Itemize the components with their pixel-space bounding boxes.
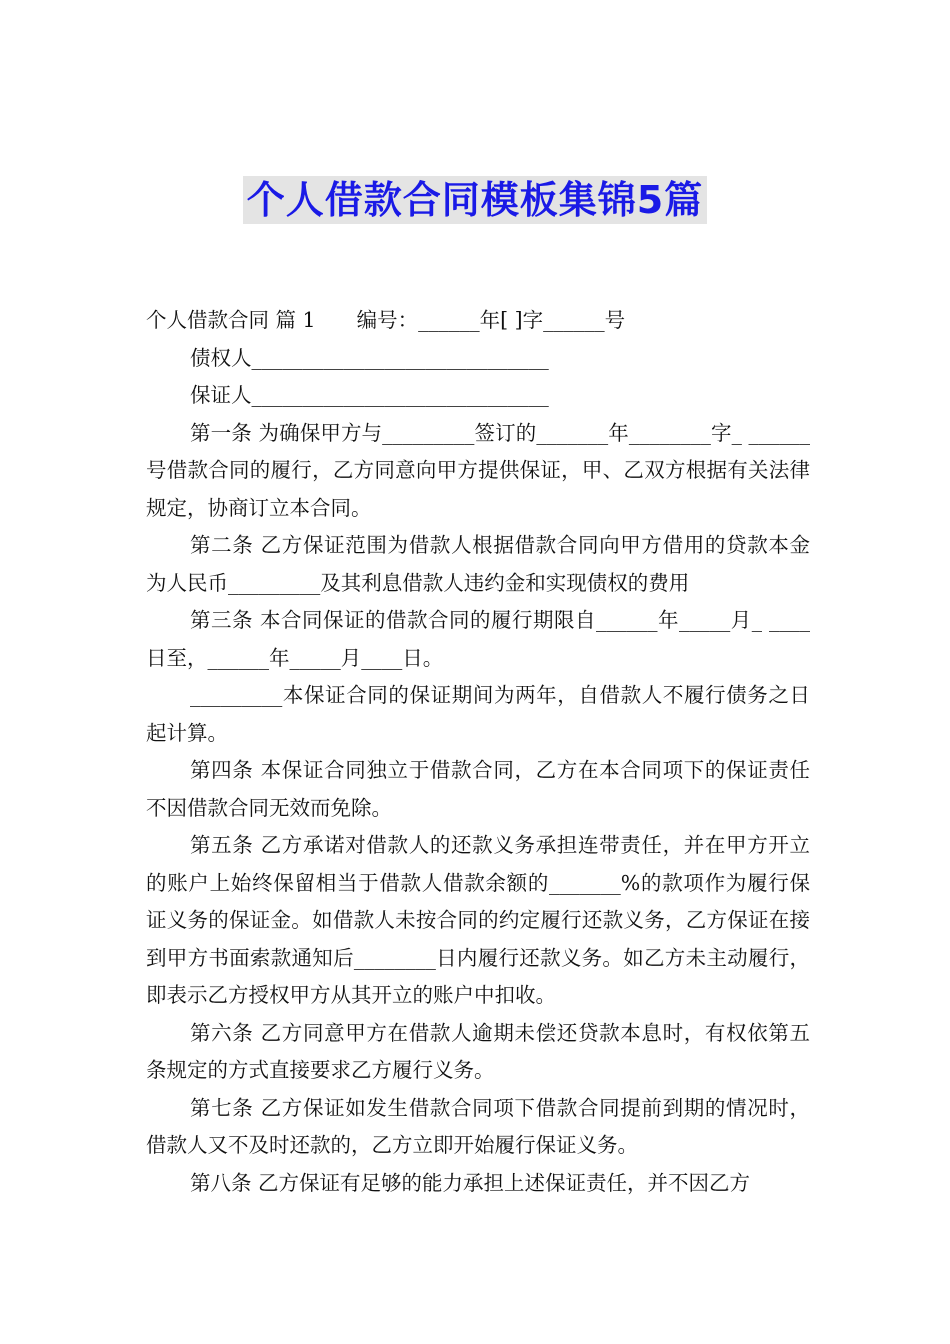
article-7: 第七条 乙方保证如发生借款合同项下借款合同提前到期的情况时，借款人又不及时还款的，乙方立即开始履行保证义务。: [146, 1095, 810, 1157]
article-6: 第六条 乙方同意甲方在借款人逾期未偿还贷款本息时，有权依第五条规定的方式直接要求乙方履行义务。: [146, 1020, 810, 1082]
article-3: 第三条 本合同保证的借款合同的履行期限自______年_____月_ ____日至，______年_____月____日。: [146, 608, 810, 670]
article-5: 第五条 乙方承诺对借款人的还款义务承担连带责任，并在甲方开立的账户上始终保留相当于借款人借款余额的_______%的款项作为履行保证义务的保证金。如借款人未按合同的约定履行还款义务，乙方保证在接到甲方书面索款通知后________日内履行还款义务。如乙方未主动履行，即表示乙方授权甲方从其开立的账户中扣收。: [146, 833, 810, 1007]
document-body: [146, 302, 810, 1202]
contract-heading-line: 个人借款合同 篇 1 编号：______年[ ]字______号: [146, 308, 626, 332]
article-8: 第八条 乙方保证有足够的能力承担上述保证责任，并不因乙方: [190, 1170, 751, 1195]
guarantor-line: 保证人_____________________________: [190, 383, 549, 407]
article-1: 第一条 为确保甲方与_________签订的_______年________字_ ______号借款合同的履行，乙方同意向甲方提供保证，甲、乙双方根据有关法律规定，协商订立本合同。: [146, 420, 810, 520]
title-area: [0, 176, 950, 224]
guarantee-period: _________本保证合同的保证期间为两年，自借款人不履行债务之日起计算。: [146, 683, 810, 745]
creditor-line: 债权人_____________________________: [190, 345, 549, 370]
document-title: 个人借款合同模板集锦5篇: [243, 176, 707, 224]
article-2: 第二条 乙方保证范围为借款人根据借款合同向甲方借用的贷款本金为人民币_________及其利息借款人违约金和实现债权的费用: [146, 533, 810, 595]
article-4: 第四条 本保证合同独立于借款合同，乙方在本合同项下的保证责任不因借款合同无效而免除。: [146, 758, 810, 820]
